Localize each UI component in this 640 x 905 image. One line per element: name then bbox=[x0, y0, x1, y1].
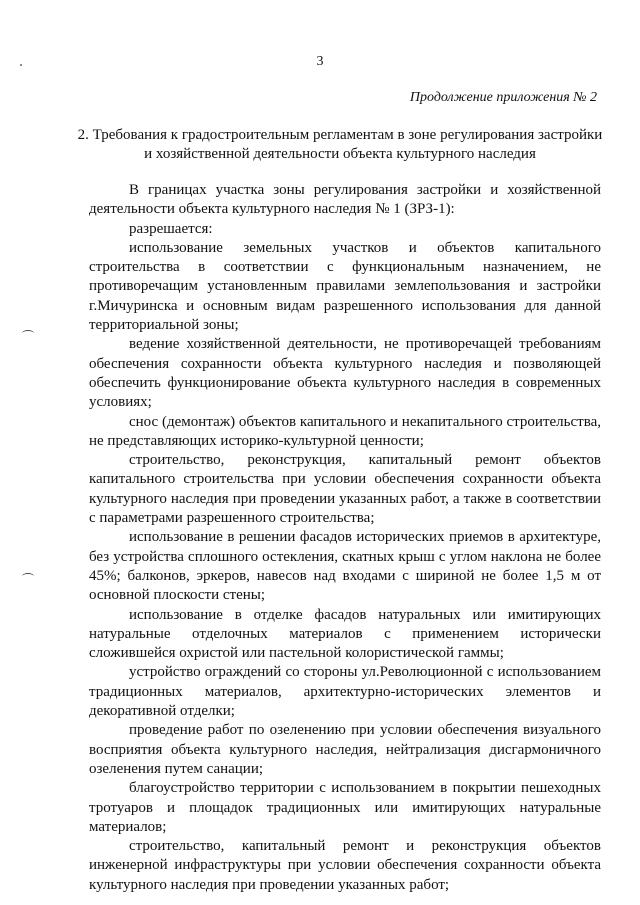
section-title: 2. Требования к градостроительным регламентам в зоне регулирования застройки и хозяйственной деятельности объекта культурного наследия bbox=[77, 127, 603, 162]
paragraph-land-use: использование земельных участков и объектов капитального строительства в соответствии с функциональным назначением, не противоречащим установленным правилами землепользования и застройки г.Мичуринска и основным видам разрешенного использования для данной территориальной зоны; bbox=[89, 239, 601, 334]
punch-hole-mark-upper bbox=[22, 330, 34, 337]
paragraph-landscaping: проведение работ по озеленению при условии обеспечения визуального восприятия объекта культурного наследия, нейтрализация дисгармоничного озеленения путем санации; bbox=[89, 722, 601, 777]
appendix-continuation-label: Продолжение приложения № 2 bbox=[409, 90, 597, 105]
paragraph-permitted-heading: разрешается: bbox=[129, 220, 213, 237]
body-text bbox=[89, 181, 601, 895]
page-number: 3 bbox=[316, 54, 324, 69]
paragraph-infrastructure: строительство, капитальный ремонт и реконструкция объектов инженерной инфраструктуры при условии обеспечения сохранности объекта культурного наследия при проведении указанных работ; bbox=[89, 838, 601, 893]
paragraph-facade-finishing: использование в отделке фасадов натуральных или имитирующих натуральные отделочных материалов с применением исторически сложившейся охристой или пастельной колористической гаммы; bbox=[89, 606, 601, 662]
paragraph-economic-activity: ведение хозяйственной деятельности, не противоречащей требованиям обеспечения сохранности объекта культурного наследия и позволяющей обеспечить функционирование объекта культурного наследия в современных условиях; bbox=[89, 336, 601, 411]
paragraph-facade-solutions: использование в решении фасадов исторических приемов в архитектуре, без устройства сплошного остекления, скатных крыш с углом наклона не более 45%; балконов, эркеров, навесов над входами с шириной не более 1,5 м от основной плоскости стены; bbox=[89, 529, 601, 604]
paragraph-fencing: устройство ограждений со стороны ул.Революционной с использованием традиционных материалов, архитектурно-исторических элементов и декоративной отделки; bbox=[89, 664, 601, 720]
paragraph-construction: строительство, реконструкция, капитальный ремонт объектов капитального строительства при условии обеспечения сохранности объекта культурного наследия при проведении указанных работ, а также в соответствии с параметрами разрешенного строительства; bbox=[89, 452, 601, 527]
punch-hole-mark-lower bbox=[22, 573, 34, 580]
paragraph-demolition: снос (демонтаж) объектов капитального и некапитального строительства, не представляющих историко-культурной ценности; bbox=[89, 413, 601, 449]
paragraph-intro: В границах участка зоны регулирования застройки и хозяйственной деятельности объекта культурного наследия № 1 (ЗРЗ-1): bbox=[89, 182, 601, 218]
paragraph-improvement: благоустройство территории с использованием в покрытии пешеходных тротуаров и площадок традиционных или имитирующих натуральные материалов; bbox=[89, 780, 601, 835]
